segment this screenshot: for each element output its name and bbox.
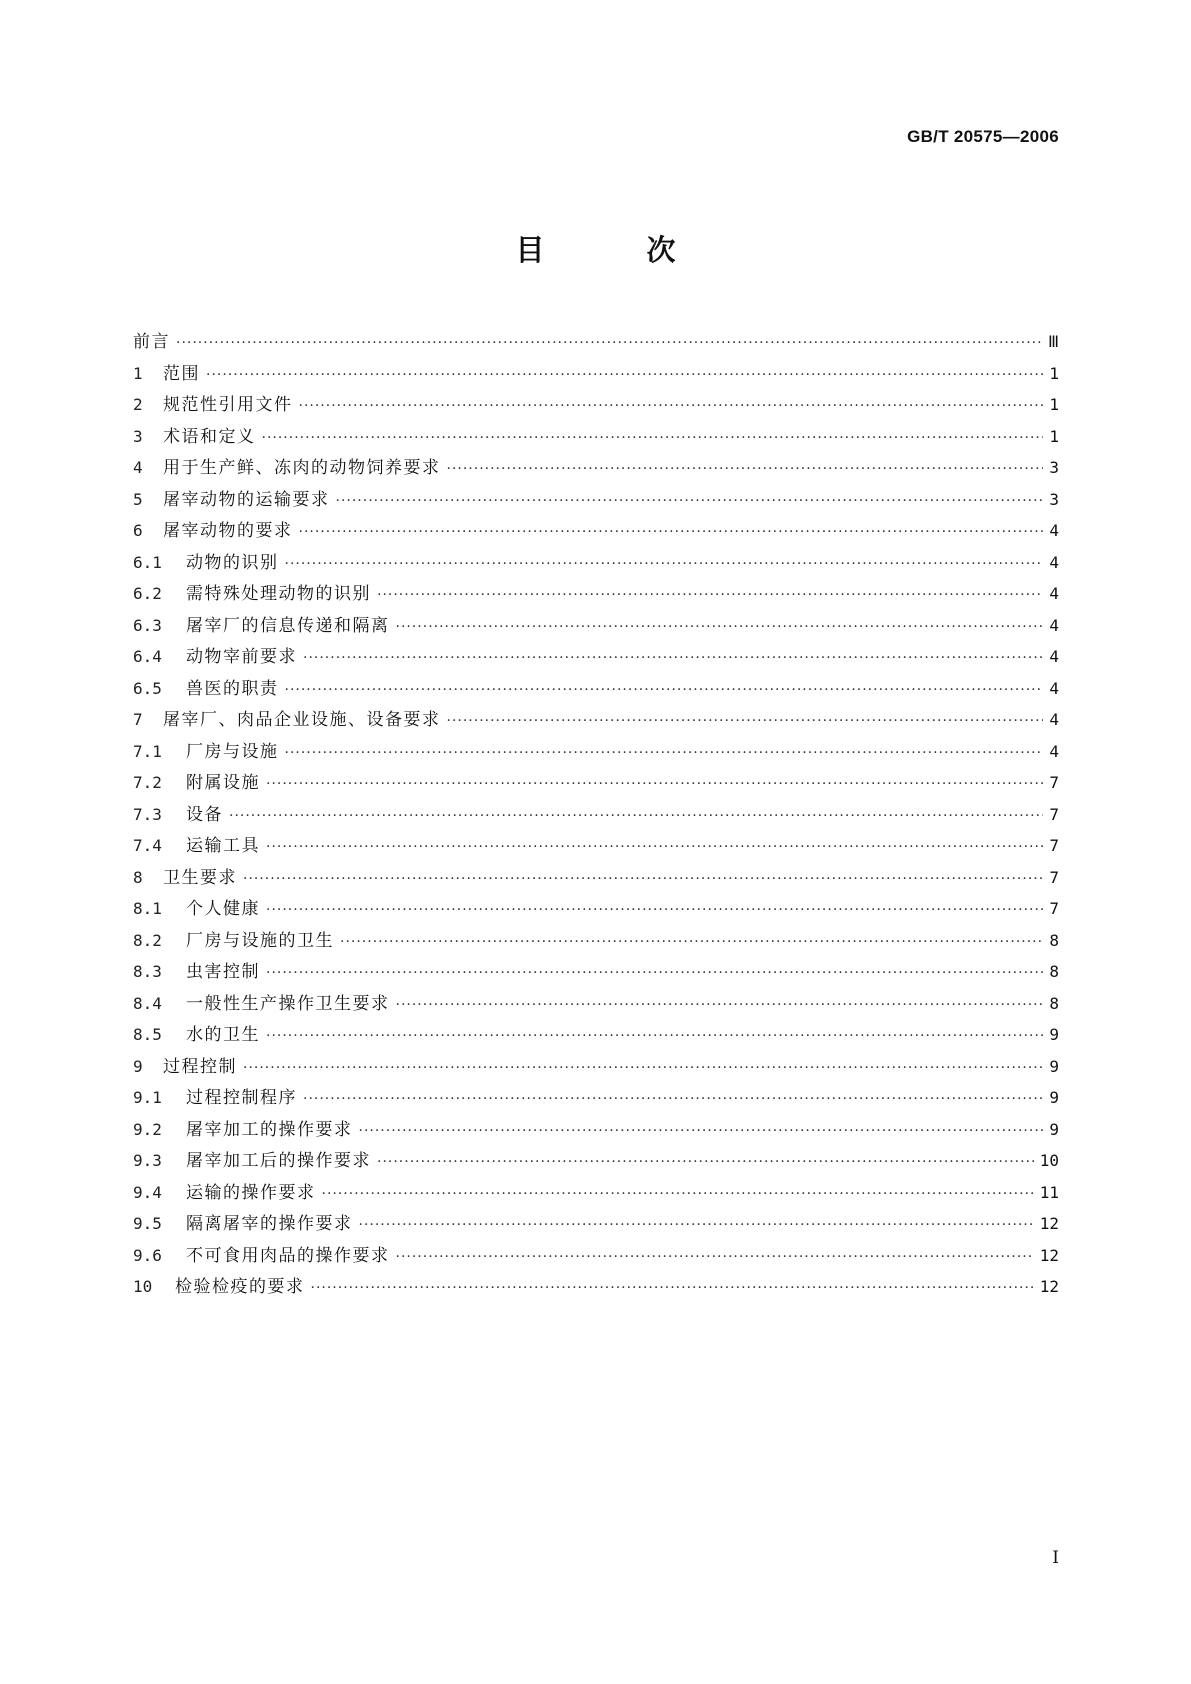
toc-entry-number: 7.2: [133, 773, 162, 792]
toc-entry-page: 12: [1039, 1214, 1059, 1233]
toc-entry-label: 水的卫生: [186, 1025, 260, 1045]
toc-entry[interactable]: [133, 453, 1059, 485]
dot-leader: [206, 367, 1043, 383]
toc-entry[interactable]: [133, 705, 1059, 737]
dot-leader: [447, 461, 1044, 477]
toc-entry-page: 12: [1039, 1245, 1059, 1265]
toc-entry-number: 8.1: [133, 899, 162, 918]
toc-entry[interactable]: [133, 1209, 1059, 1241]
toc-entry-number: 8: [133, 867, 143, 887]
toc-entry-page: 8: [1049, 962, 1059, 981]
toc-entry-label: 前言: [133, 332, 170, 352]
toc-entry-number: 2: [133, 395, 143, 414]
toc-entry[interactable]: [133, 642, 1059, 674]
toc-entry-label: 屠宰动物的运输要求: [163, 489, 330, 510]
toc-entry[interactable]: [133, 926, 1059, 958]
dot-leader: [359, 1217, 1034, 1233]
dot-leader: [336, 493, 1044, 509]
toc-entry-number: 9.4: [133, 1182, 162, 1202]
toc-entry-label: 屠宰加工的操作要求: [186, 1119, 353, 1140]
toc-entry[interactable]: [133, 1272, 1059, 1304]
toc-entry[interactable]: [133, 516, 1059, 548]
toc-entry-number: 6.1: [133, 552, 162, 572]
toc-entry-number: 8.3: [133, 962, 162, 981]
toc-entry[interactable]: [133, 831, 1059, 863]
toc-entry-label: 动物的识别: [186, 552, 279, 573]
toc-entry-label: 过程控制: [163, 1056, 237, 1077]
dot-leader: [396, 619, 1044, 635]
toc-entry-page: 8: [1049, 930, 1059, 950]
toc-entry-label: 需特殊处理动物的识别: [186, 584, 371, 604]
toc-entry-page: 1: [1049, 426, 1059, 446]
toc-entry[interactable]: [133, 548, 1059, 580]
toc-entry-page: 1: [1049, 363, 1059, 383]
table-of-contents: [133, 327, 1059, 1304]
toc-entry-page: 12: [1039, 1277, 1059, 1296]
dot-leader: [447, 713, 1044, 729]
dot-leader: [396, 1249, 1034, 1265]
toc-entry-page: 1: [1049, 395, 1059, 414]
toc-entry-number: 6.2: [133, 584, 162, 603]
toc-entry-number: 6: [133, 521, 143, 540]
dot-leader: [266, 776, 1043, 792]
toc-entry[interactable]: [133, 737, 1059, 769]
toc-entry-page: 9: [1049, 1119, 1059, 1139]
toc-entry-page: 4: [1049, 584, 1059, 603]
toc-entry-number: 6.5: [133, 678, 162, 698]
toc-entry-page: 7: [1049, 836, 1059, 855]
toc-entry-label: 规范性引用文件: [163, 395, 293, 415]
toc-entry-label: 屠宰动物的要求: [163, 521, 293, 541]
toc-entry[interactable]: [133, 1115, 1059, 1147]
dot-leader: [229, 808, 1043, 824]
dot-leader: [266, 1028, 1043, 1044]
toc-entry-page: 4: [1049, 521, 1059, 540]
toc-entry-label: 设备: [186, 804, 223, 825]
toc-entry-label: 屠宰厂、肉品企业设施、设备要求: [163, 710, 441, 730]
toc-entry-label: 附属设施: [186, 773, 260, 793]
toc-entry-label: 术语和定义: [163, 426, 256, 447]
toc-entry-page: 3: [1049, 458, 1059, 477]
dot-leader: [299, 524, 1044, 540]
dot-leader: [377, 1154, 1034, 1170]
toc-entry[interactable]: [133, 863, 1059, 895]
toc-entry-label: 卫生要求: [163, 867, 237, 888]
toc-entry-page: 4: [1049, 741, 1059, 761]
toc-entry-number: 8.5: [133, 1025, 162, 1044]
dot-leader: [176, 335, 1042, 351]
dot-leader: [303, 1091, 1043, 1107]
toc-entry[interactable]: [133, 989, 1059, 1021]
dot-leader: [266, 839, 1043, 855]
dot-leader: [299, 398, 1044, 414]
toc-entry-number: 7: [133, 710, 143, 729]
toc-entry[interactable]: [133, 359, 1059, 391]
toc-entry-label: 兽医的职责: [186, 678, 279, 699]
toc-entry[interactable]: [133, 611, 1059, 643]
toc-entry-page: 9: [1049, 1056, 1059, 1076]
toc-entry-page: Ⅲ: [1047, 332, 1059, 351]
toc-entry-number: 9.3: [133, 1151, 162, 1170]
toc-entry-label: 范围: [163, 363, 200, 384]
toc-entry[interactable]: [133, 1241, 1059, 1273]
dot-leader: [243, 1060, 1043, 1076]
page-title: 目 次: [515, 233, 722, 267]
toc-entry-number: 8.2: [133, 930, 162, 950]
toc-entry-number: 9: [133, 1056, 143, 1076]
dot-leader: [311, 1280, 1034, 1296]
toc-entry[interactable]: [133, 1178, 1059, 1210]
toc-entry-page: 4: [1049, 647, 1059, 666]
toc-entry-label: 隔离屠宰的操作要求: [186, 1214, 353, 1234]
dot-leader: [285, 556, 1044, 572]
toc-entry-page: 7: [1049, 773, 1059, 792]
toc-entry-page: 4: [1049, 710, 1059, 729]
toc-entry-label: 运输的操作要求: [186, 1182, 316, 1203]
toc-entry-page: 10: [1039, 1151, 1059, 1170]
dot-leader: [266, 965, 1043, 981]
toc-entry-number: 4: [133, 458, 143, 477]
toc-entry[interactable]: [133, 800, 1059, 832]
toc-entry[interactable]: [133, 957, 1059, 989]
toc-entry-number: 7.4: [133, 836, 162, 855]
dot-leader: [396, 997, 1044, 1013]
toc-entry-page: 11: [1039, 1182, 1059, 1202]
toc-entry[interactable]: [133, 1020, 1059, 1052]
toc-entry-label: 厂房与设施的卫生: [186, 930, 334, 951]
toc-entry-number: 10: [133, 1277, 153, 1296]
toc-entry-number: 9.5: [133, 1214, 162, 1233]
toc-entry-page: 7: [1049, 867, 1059, 887]
toc-entry-label: 屠宰加工后的操作要求: [186, 1151, 371, 1171]
toc-entry-number: 8.4: [133, 993, 162, 1013]
page-number: I: [1052, 1548, 1059, 1568]
toc-entry-number: 9.2: [133, 1119, 162, 1139]
toc-entry-page: 4: [1049, 678, 1059, 698]
toc-entry-page: 4: [1049, 615, 1059, 635]
toc-entry-label: 厂房与设施: [186, 741, 279, 762]
dot-leader: [285, 745, 1044, 761]
dot-leader: [266, 902, 1043, 918]
toc-entry-label: 过程控制程序: [186, 1088, 297, 1108]
standard-code: GB/T 20575—2006: [907, 127, 1059, 146]
toc-entry-label: 运输工具: [186, 836, 260, 856]
toc-entry-number: 6.3: [133, 615, 162, 635]
dot-leader: [285, 682, 1044, 698]
toc-entry-number: 5: [133, 489, 143, 509]
toc-entry-label: 虫害控制: [186, 962, 260, 982]
toc-entry-label: 用于生产鲜、冻肉的动物饲养要求: [163, 458, 441, 478]
dot-leader: [359, 1123, 1044, 1139]
toc-entry-label: 一般性生产操作卫生要求: [186, 993, 390, 1014]
toc-entry-page: 4: [1049, 552, 1059, 572]
dot-leader: [262, 430, 1044, 446]
toc-entry-page: 7: [1049, 804, 1059, 824]
toc-entry-label: 个人健康: [186, 899, 260, 919]
toc-entry-number: 7.1: [133, 741, 162, 761]
toc-entry[interactable]: [133, 485, 1059, 517]
toc-entry[interactable]: [133, 674, 1059, 706]
toc-entry-number: 1: [133, 363, 143, 383]
toc-entry-label: 屠宰厂的信息传递和隔离: [186, 615, 390, 636]
toc-entry[interactable]: [133, 768, 1059, 800]
toc-entry[interactable]: [133, 327, 1059, 359]
dot-leader: [377, 587, 1043, 603]
toc-entry-label: 动物宰前要求: [186, 647, 297, 667]
toc-entry-number: 6.4: [133, 647, 162, 666]
toc-entry-label: 不可食用肉品的操作要求: [186, 1245, 390, 1266]
toc-entry-page: 8: [1049, 993, 1059, 1013]
toc-entry[interactable]: [133, 390, 1059, 422]
toc-entry-page: 3: [1049, 489, 1059, 509]
toc-entry[interactable]: [133, 579, 1059, 611]
toc-entry[interactable]: [133, 894, 1059, 926]
toc-entry-number: 9.1: [133, 1088, 162, 1107]
toc-entry[interactable]: [133, 1146, 1059, 1178]
toc-entry-page: 7: [1049, 899, 1059, 918]
toc-entry-number: 9.6: [133, 1245, 162, 1265]
toc-entry-label: 检验检疫的要求: [175, 1277, 305, 1297]
toc-entry[interactable]: [133, 422, 1059, 454]
toc-entry-page: 9: [1049, 1088, 1059, 1107]
toc-entry[interactable]: [133, 1083, 1059, 1115]
dot-leader: [322, 1186, 1034, 1202]
dot-leader: [243, 871, 1043, 887]
dot-leader: [340, 934, 1043, 950]
toc-entry-number: 7.3: [133, 804, 162, 824]
dot-leader: [303, 650, 1043, 666]
toc-entry-number: 3: [133, 426, 143, 446]
toc-entry-page: 9: [1049, 1025, 1059, 1044]
toc-entry[interactable]: [133, 1052, 1059, 1084]
